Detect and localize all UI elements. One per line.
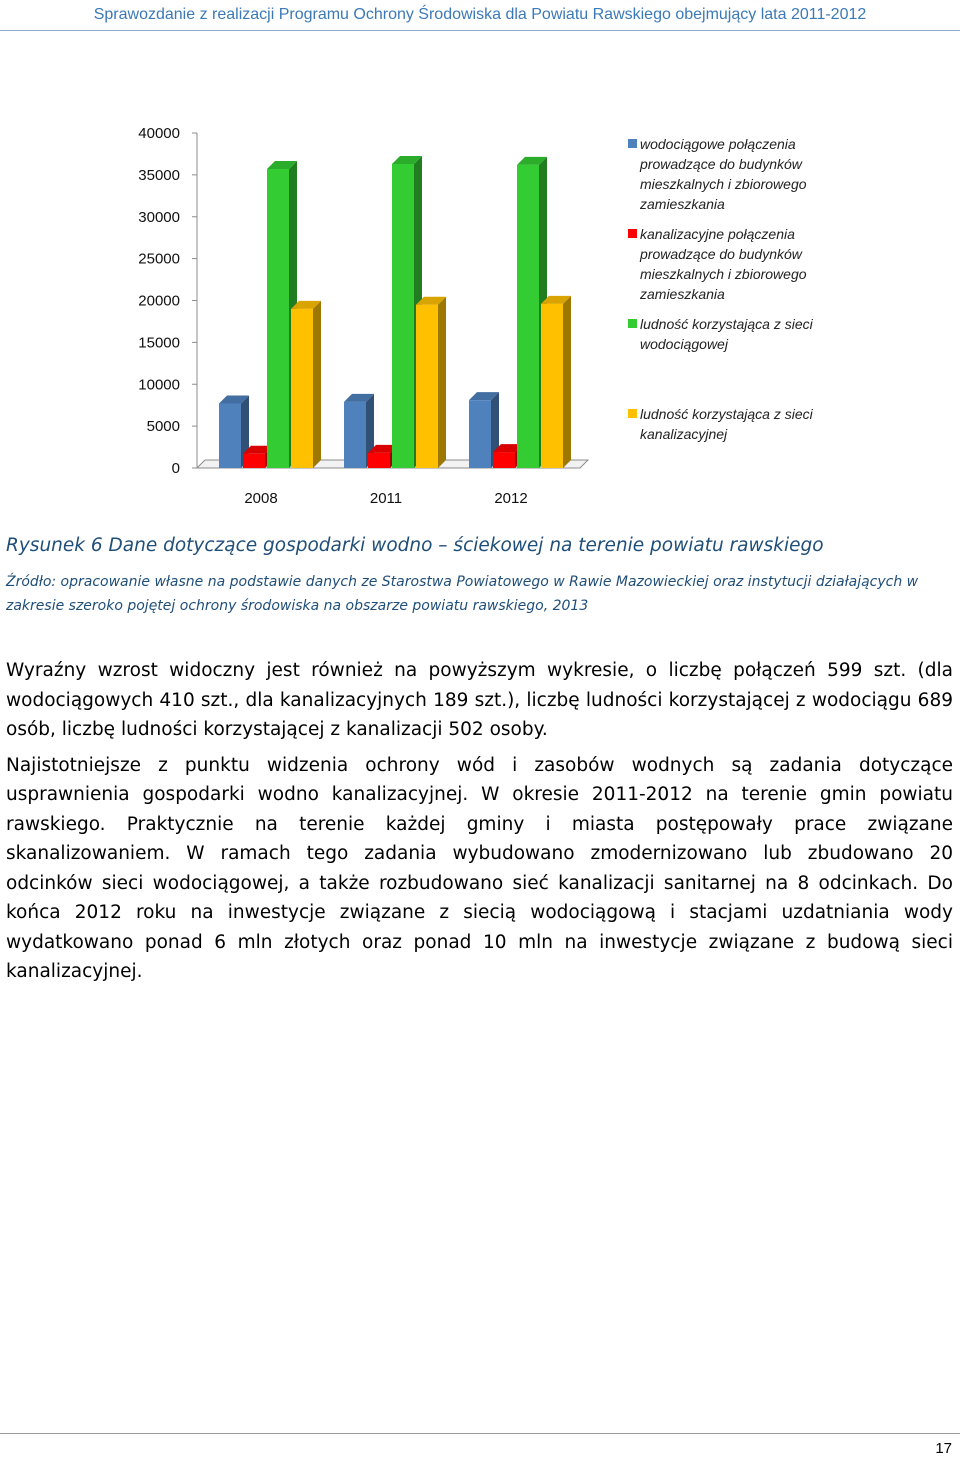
bar [368,453,390,468]
bar [493,452,515,468]
legend-label: wodociągowe połączenia prowadzące do budynków mieszkalnych i zbiorowego zamieszkania [640,136,807,212]
figure-caption: Rysunek 6 Dane dotyczące gospodarki wodno – ściekowej na terenie powiatu rawskiego [6,535,824,556]
bar [416,305,438,468]
bar [344,402,366,468]
y-tick-label: 20000 [138,292,180,310]
legend-label: ludność korzystająca z sieci wodociągowej [640,316,813,352]
bar [219,404,241,468]
water-sewage-bar-chart [0,100,600,520]
y-tick-label: 0 [171,460,180,477]
legend-swatch [628,229,637,238]
legend-swatch [628,409,637,418]
y-tick-label: 25000 [138,250,180,268]
body-text [6,656,953,993]
bar [291,309,313,468]
bar [469,400,491,468]
bar [517,165,539,468]
paragraph: Wyraźny wzrost widoczny jest również na powyższym wykresie, o liczbę połączeń 599 szt. (dla wodociągowych 410 szt., dla kanalizacyjnych 189 szt.), liczbę ludności korzystającej z wodociągu 689 osób, liczbę ludności korzystającej z kanalizacji 502 osoby. [6,660,953,740]
y-tick-label: 40000 [138,125,180,142]
bar-side [563,296,571,468]
legend-swatch [628,319,637,328]
paragraph: Najistotniejsze z punktu widzenia ochrony wód i zasobów wodnych są zadania dotyczące usprawnienia gospodarki wodno kanalizacyjnej. W okresie 2011-2012 na terenie gmin powiatu rawskiego. Praktycznie na terenie każdej gminy i miasta postępowały prace związane skanalizowaniem. W ramach tego zadania wybudowano zmodernizowano lub zbudowano 20 odcinków sieci wodociągowej, a także rozbudowano sieć kanalizacji sanitarnej na 8 odcinkach. Do końca 2012 roku na inwestycje związane z siecią wodociągową i stacjami uzdatniania wody wydatkowano ponad 6 mln złotych oraz ponad 10 mln na inwestycje związane z budową sieci kanalizacyjnej. [6,754,953,982]
legend-swatch [628,139,637,148]
bar [392,164,414,468]
y-tick-label: 10000 [138,376,180,394]
x-tick-label: 2011 [369,490,403,507]
footer-divider [0,1433,960,1434]
page-number: 17 [935,1440,952,1457]
bar [243,454,265,468]
bar [267,169,289,468]
bar-side [438,297,446,468]
figure-source: Źródło: opracowanie własne na podstawie danych ze Starostwa Powiatowego w Rawie Mazowieckiej oraz instytucji działających w zakresie szeroko pojętej ochrony środowiska na obszarze powiatu rawskiego, 2013 [6,574,919,614]
y-tick-label: 5000 [146,418,180,436]
y-tick-label: 30000 [138,208,180,226]
page-header [0,0,960,32]
y-tick-label: 35000 [138,166,180,184]
legend-label: kanalizacyjne połączenia prowadzące do budynków mieszkalnych i zbiorowego zamieszkania [640,226,807,302]
x-tick-label: 2008 [244,490,278,507]
y-tick-label: 15000 [138,334,180,352]
bar [541,304,563,468]
legend-label: ludność korzystająca z sieci kanalizacyjnej [640,406,813,442]
x-tick-label: 2012 [494,490,528,507]
header-divider [0,30,960,31]
bar-side [313,301,321,468]
document-title: Sprawozdanie z realizacji Programu Ochrony Środowiska dla Powiatu Rawskiego obejmujący lata 2011-2012 [93,6,867,23]
